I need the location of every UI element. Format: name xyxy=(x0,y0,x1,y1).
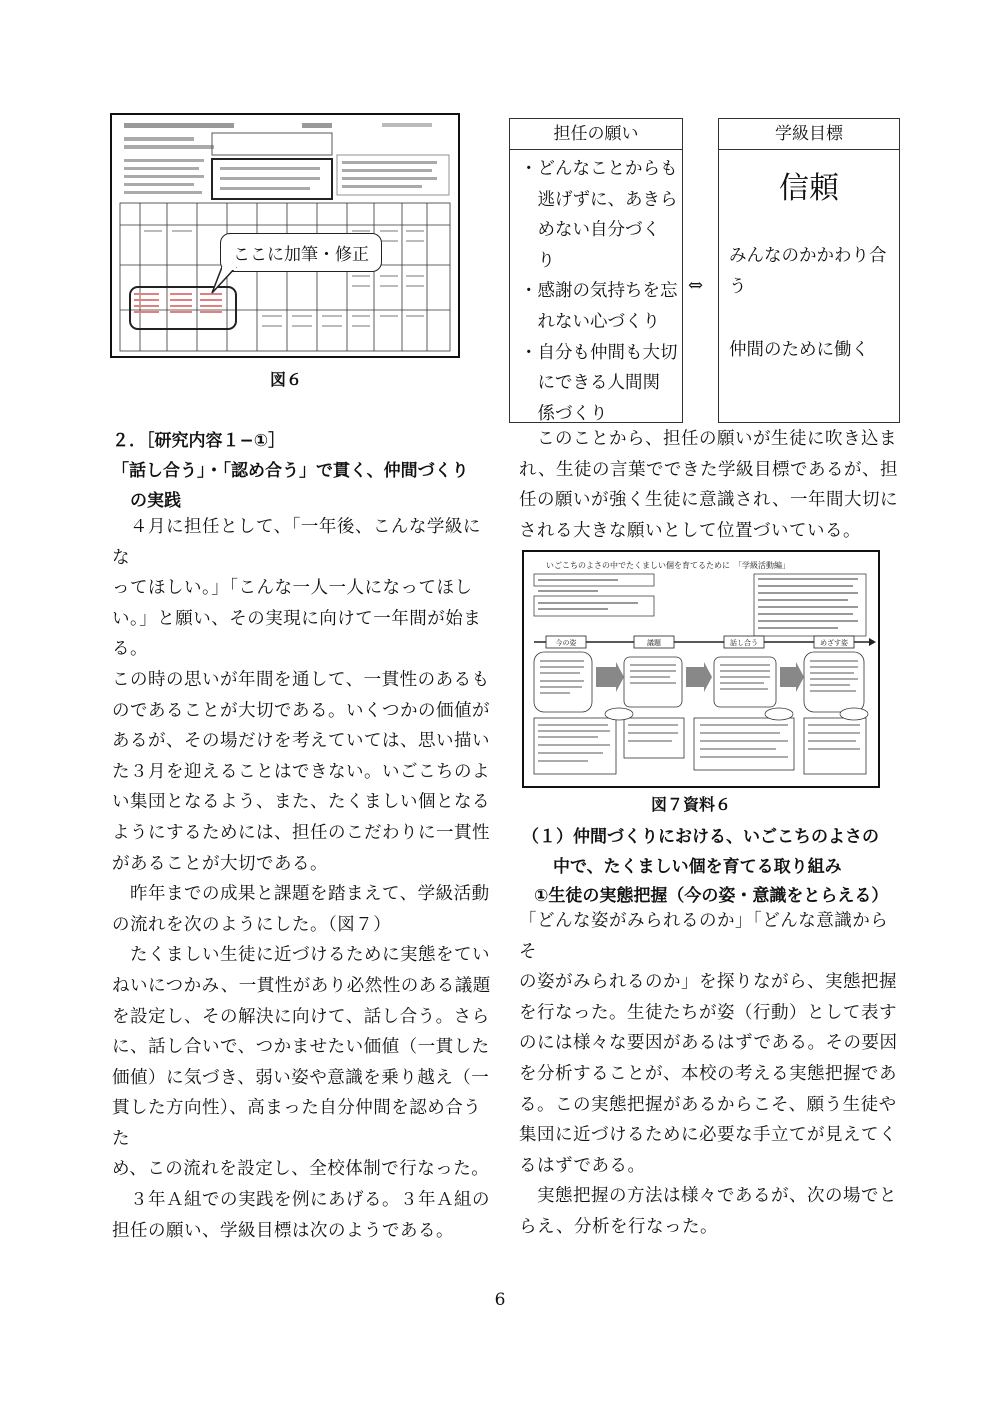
class-goal-line1: みんなのかかわり合 xyxy=(729,246,887,266)
text-line: る。この実態把握があるからこそ、願う生徒や xyxy=(519,1094,897,1115)
text-line: るはずである。 xyxy=(519,1155,646,1176)
teacher-wish-box xyxy=(509,118,683,423)
figure-7-image xyxy=(522,550,880,788)
text-line: あるが、その場だけを考えていては、思い描い xyxy=(112,731,490,752)
figure-7-diagram xyxy=(524,552,878,786)
wish-line: めない自分づく xyxy=(520,220,660,241)
subsection-line1: （１）仲間づくりにおける、いごこちのよさの xyxy=(522,827,879,847)
text-line: め、この流れを設定し、全校体制で行なった。 xyxy=(112,1159,490,1180)
text-line: のには様々な要因があるはずである。その要因 xyxy=(519,1033,898,1054)
wish-line: ・どんなことからも xyxy=(520,159,678,179)
stage-label: 話し合う xyxy=(730,639,758,647)
text-line: があることが大切である。 xyxy=(112,853,328,874)
text-line: 実態把握の方法は様々であるが、次の場でと xyxy=(519,1186,897,1207)
right-body-text-2 xyxy=(519,906,904,1243)
text-line: い集団となるよう、また、たくましい個となる xyxy=(112,792,490,813)
figure-7-title: いごこちのよさの中でたくましい個を育てるために 「学級活動編」 xyxy=(546,561,790,570)
text-line: れ、生徒の言葉でできた学級目標であるが、担 xyxy=(519,459,899,480)
text-line: 「どんな姿がみられるのか」「どんな意識からそ xyxy=(519,911,889,962)
class-goal-box xyxy=(718,118,900,423)
figure-6-callout xyxy=(220,233,382,272)
text-line: 貫した方向性）、高まった自分仲間を認め合うた xyxy=(112,1098,482,1149)
stage-label: 議題 xyxy=(647,639,661,647)
text-line: このことから、担任の願いが生徒に吹き込ま xyxy=(519,429,897,449)
page-number: 6 xyxy=(494,1290,506,1310)
text-line: らえ、分析を行なった。 xyxy=(519,1216,719,1237)
text-line: される大きな願いとして位置づいている。 xyxy=(519,520,861,541)
text-line: ってほしい。」「こんな一人一人になってほし xyxy=(112,578,473,599)
wish-line: れない心づくり xyxy=(520,311,660,332)
text-line: い。」と願い、その実現に向けて一年間が始まる。 xyxy=(112,608,482,660)
right-body-text-1 xyxy=(519,424,904,546)
class-goal-header: 学級目標 xyxy=(719,119,899,150)
text-line: ようにするためには、担任のこだわりに一貫性 xyxy=(112,822,490,843)
wish-line: 逃げずに、あきら xyxy=(520,189,678,210)
text-line: を分析することが、本校の考える実態把握であ xyxy=(519,1063,897,1084)
subsection-line3: ①生徒の実態把握（今の姿・意識をとらえる） xyxy=(534,886,889,906)
stage-label: 今の姿 xyxy=(555,639,577,647)
text-line: 価値）に気づき、弱い姿や意識を乗り越え（一 xyxy=(112,1067,490,1088)
subsection-line2: 中で、たくましい個を育てる取り組み xyxy=(553,857,842,877)
wish-line: ・感謝の気持ちを忘 xyxy=(520,281,678,302)
wish-line: 係づくり xyxy=(520,403,608,424)
stage-label: めざす姿 xyxy=(820,639,848,647)
figure-7-caption: 図７資料６ xyxy=(651,795,732,814)
wish-line: り xyxy=(520,250,555,271)
text-line: 集団に近づけるために必要な手立てが見えてく xyxy=(519,1125,897,1146)
figure-6-caption: 図６ xyxy=(270,370,303,389)
text-line: の流れを次のようにした。（図７） xyxy=(112,914,392,935)
section-number: ２．［研究内容１−①］ xyxy=(112,431,286,451)
text-line: ねいにつかみ、一貫性があり必然性のある議題 xyxy=(112,975,491,996)
text-line: 任の願いが強く生徒に意識され、一年間大切に xyxy=(519,490,899,511)
text-line: 担任の願い、学級目標は次のようである。 xyxy=(112,1220,454,1241)
text-line: この時の思いが年間を通して、一貫性のあるも xyxy=(112,669,490,690)
figure-6-callout-text: ここに加筆・修正 xyxy=(233,245,369,265)
text-line: に、話し合いで、つかませたい価値（一貫した xyxy=(112,1037,490,1058)
double-arrow: ⇔ xyxy=(688,275,704,296)
class-goal-main: 信頼 xyxy=(779,171,839,206)
callout-pointer xyxy=(210,267,240,297)
wish-line: にできる人間関 xyxy=(520,373,660,394)
text-line: ４月に担任として、「一年後、こんな学級にな xyxy=(112,517,481,568)
left-body-text xyxy=(112,512,492,1246)
text-line: を行なった。生徒たちが姿（行動）として表す xyxy=(519,1002,897,1023)
text-line: ３年Ａ組での実践を例にあげる。３年Ａ組の xyxy=(112,1190,490,1211)
teacher-wish-header: 担任の願い xyxy=(510,119,682,150)
text-line: た３月を迎えることはできない。いごこちのよ xyxy=(112,761,490,782)
text-line: たくましい生徒に近づけるために実態をてい xyxy=(112,945,490,966)
section-title-line1: 「話し合う」・「認め合う」で貫く、仲間づくり xyxy=(112,461,469,481)
text-line: のであることが大切である。いくつかの価値が xyxy=(112,700,490,721)
wish-line: ・自分も仲間も大切 xyxy=(520,342,678,363)
text-line: 昨年までの成果と課題を踏まえて、学級活動 xyxy=(112,884,490,905)
figure-6-image xyxy=(110,113,460,358)
section-title-line2: の実践 xyxy=(130,491,181,511)
text-line: を設定し、その解決に向けて、話し合う。さら xyxy=(112,1006,490,1027)
class-goal-line2: う xyxy=(729,277,747,297)
text-line: の姿がみられるのか」を探りながら、実態把握 xyxy=(519,972,897,993)
class-goal-line3: 仲間のために働く xyxy=(729,340,869,360)
